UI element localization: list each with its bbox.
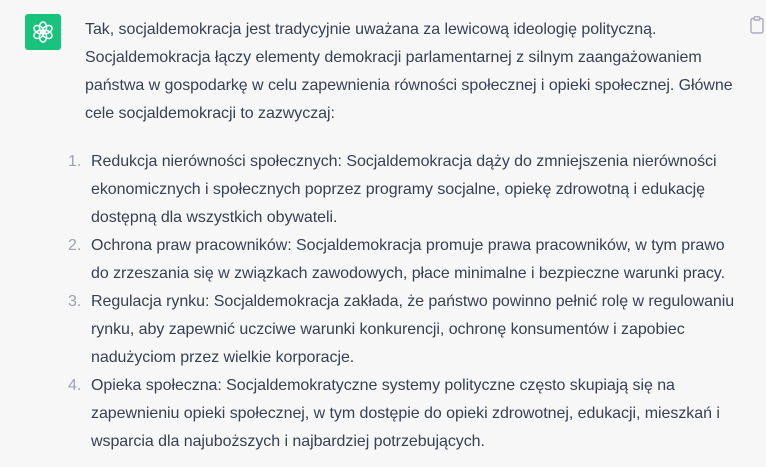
intro-paragraph: Tak, socjaldemokracja jest tradycyjnie uważana za lewicową ideologię polityczną. Socjaldemokracja łączy elementy demokracji parlamentarnej z silnym zaangażowaniem państwa w gospodarkę w celu zapewnienia równości społecznej i opieki społecznej. Główne cele socjaldemokracji to zazwyczaj: <box>85 21 733 122</box>
list-item <box>68 232 745 288</box>
list-item <box>68 372 745 456</box>
list-item-text: Opieka społeczna: Socjaldemokratyczne systemy polityczne często skupiają się na zapewnieniu opieki społecznej, w tym dostępie do opieki zdrowotnej, edukacji, mieszkań i wsparcia dla najuboższych i najbardziej potrzebujących. <box>91 377 720 450</box>
goals-list <box>68 148 745 456</box>
copy-button[interactable] <box>750 16 766 36</box>
list-item-number: 4. <box>68 377 82 394</box>
list-item-text: Regulacja rynku: Socjaldemokracja zakłada, że państwo powinno pełnić rolę w regulowaniu rynku, aby zapewnić uczciwe warunki konkurencji, ochronę konsumentów i zapobiec nadużyciom przez wielkie korporacje. <box>91 293 735 366</box>
list-item <box>68 288 745 372</box>
list-item-number: 1. <box>68 153 82 170</box>
list-item <box>68 148 745 232</box>
list-item-text: Ochrona praw pracowników: Socjaldemokracja promuje prawa pracowników, w tym prawo do zrzeszania się w związkach zawodowych, płace minimalne i bezpieczne warunki pracy. <box>91 237 725 282</box>
list-item-number: 2. <box>68 237 82 254</box>
openai-logo-icon <box>31 20 55 44</box>
response-text <box>68 16 745 456</box>
clipboard-icon <box>750 16 764 34</box>
assistant-avatar <box>25 14 61 50</box>
list-item-text: Redukcja nierówności społecznych: Socjaldemokracja dąży do zmniejszenia nierówności ekonomicznych i społecznych poprzez programy socjalne, opiekę zdrowotną i edukację dostępną dla wszystkich obywateli. <box>91 153 717 226</box>
list-item-number: 3. <box>68 293 82 310</box>
